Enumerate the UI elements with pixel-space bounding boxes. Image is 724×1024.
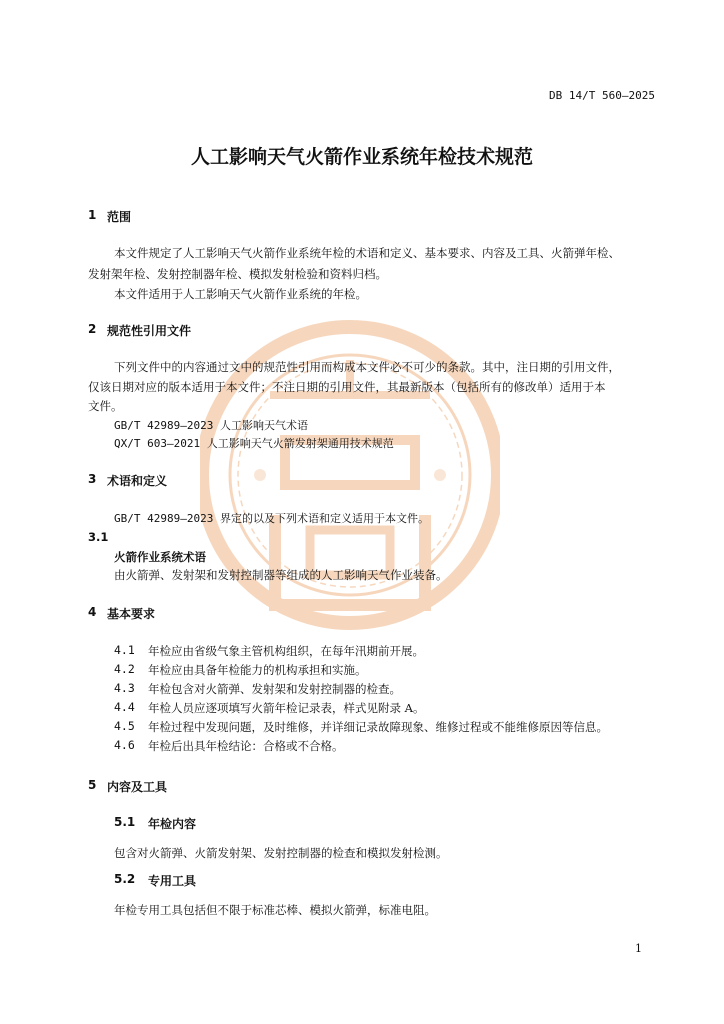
section-3-heading xyxy=(88,472,288,488)
subsection-number: 5.2 xyxy=(114,872,136,886)
terms-intro: GB/T 42989—2023 界定的以及下列术语和定义适用于本文件。 xyxy=(114,512,429,525)
term-number: 3.1 xyxy=(88,530,109,544)
item-number: 4.6 xyxy=(114,738,135,752)
section-title: 基本要求 xyxy=(107,607,156,621)
normative-paragraph-line-3: 文件。 xyxy=(88,399,123,413)
subsection-title: 专用工具 xyxy=(148,874,197,888)
subsection-number: 5.1 xyxy=(114,815,136,829)
section-number: 1 xyxy=(88,208,97,222)
section-title: 规范性引用文件 xyxy=(107,324,192,338)
requirement-item xyxy=(114,738,674,754)
item-text: 年检过程中发现问题，及时维修，并详细记录故障现象、维修过程或不能维修原因等信息。 xyxy=(148,720,608,734)
item-number: 4.1 xyxy=(114,643,135,657)
item-text: 年检包含对火箭弹、发射架和发射控制器的检查。 xyxy=(148,682,401,696)
subsection-5-1-body: 包含对火箭弹、火箭发射架、发射控制器的检查和模拟发射检测。 xyxy=(114,846,448,860)
subsection-5-1-heading xyxy=(114,815,314,831)
item-text: 年检人员应逐项填写火箭年检记录表，样式见附录 A。 xyxy=(148,701,425,715)
section-number: 5 xyxy=(88,778,97,792)
standard-number: DB 14/T 560—2025 xyxy=(549,89,655,102)
document-title: 人工影响天气火箭作业系统年检技术规范 xyxy=(190,146,533,168)
item-text: 年检应由具备年检能力的机构承担和实施。 xyxy=(148,663,367,677)
normative-paragraph-line-2: 仅该日期对应的版本适用于本文件；不注日期的引用文件，其最新版本（包括所有的修改单）适用于本 xyxy=(88,380,606,394)
requirement-item xyxy=(114,681,674,697)
scope-paragraph-line-2: 发射架年检、发射控制器年检、模拟发射检验和资料归档。 xyxy=(88,267,387,281)
scope-paragraph-line-1: 本文件规定了人工影响天气火箭作业系统年检的术语和定义、基本要求、内容及工具、火箭弹年检、 xyxy=(114,246,620,260)
item-text: 年检后出具年检结论：合格或不合格。 xyxy=(148,739,344,753)
item-number: 4.2 xyxy=(114,662,135,676)
term-definition: 由火箭弹、发射架和发射控制器等组成的人工影响天气作业装备。 xyxy=(114,568,448,582)
section-1-heading xyxy=(88,208,288,224)
section-title: 术语和定义 xyxy=(107,474,168,488)
section-number: 2 xyxy=(88,322,97,336)
section-5-heading xyxy=(88,778,288,794)
item-number: 4.3 xyxy=(114,681,135,695)
requirement-item xyxy=(114,643,674,659)
section-title: 范围 xyxy=(107,210,132,224)
reference-item: QX/T 603—2021 人工影响天气火箭发射架通用技术规范 xyxy=(114,437,394,450)
item-text: 年检应由省级气象主管机构组织，在每年汛期前开展。 xyxy=(148,644,424,658)
requirement-item xyxy=(114,719,674,735)
section-2-heading xyxy=(88,322,288,338)
subsection-5-2-body: 年检专用工具包括但不限于标准芯棒、模拟火箭弹，标准电阻。 xyxy=(114,903,436,917)
term-name: 火箭作业系统术语 xyxy=(114,550,206,564)
item-number: 4.5 xyxy=(114,719,135,733)
section-number: 4 xyxy=(88,605,97,619)
section-number: 3 xyxy=(88,472,97,486)
reference-item: GB/T 42989—2023 人工影响天气术语 xyxy=(114,419,308,432)
subsection-title: 年检内容 xyxy=(148,817,197,831)
page-number: 1 xyxy=(635,942,642,955)
requirement-item xyxy=(114,700,674,716)
section-title: 内容及工具 xyxy=(107,780,168,794)
requirement-item xyxy=(114,662,674,678)
section-4-heading xyxy=(88,605,288,621)
item-number: 4.4 xyxy=(114,700,135,714)
scope-paragraph-2: 本文件适用于人工影响天气火箭作业系统的年检。 xyxy=(114,287,367,301)
normative-paragraph-line-1: 下列文件中的内容通过文中的规范性引用而构成本文件必不可少的条款。其中，注日期的引用文件， xyxy=(114,360,620,374)
subsection-5-2-heading xyxy=(114,872,314,888)
